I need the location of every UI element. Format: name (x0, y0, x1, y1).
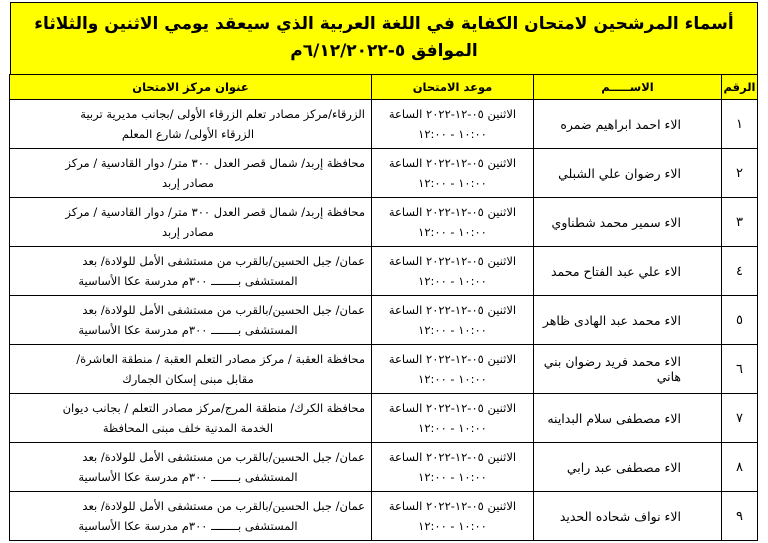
candidate-name: الاء علي عبد الفتاح محمد (534, 247, 722, 296)
row-number: ٥ (722, 296, 758, 345)
table-row (10, 149, 758, 198)
title-banner (10, 2, 758, 74)
address-line-1: محافظة إربد/ شمال قصر العدل ٣٠٠ متر/ دوار القادسية / مركز (65, 156, 365, 170)
table-row (10, 394, 758, 443)
exam-center-address (10, 345, 372, 394)
table-row (10, 247, 758, 296)
address-line-1: عمان/ جبل الحسين/بالقرب من مستشفى الأمل للولادة/ بعد (82, 254, 365, 268)
table-header-row (10, 75, 758, 100)
row-number: ٦ (722, 345, 758, 394)
address-line-2: الزرقاء الأولى/ شارع المعلم (121, 127, 255, 141)
exam-date (372, 394, 534, 443)
row-number: ٣ (722, 198, 758, 247)
exam-date (372, 100, 534, 149)
exam-date (372, 443, 534, 492)
exam-date-time: ١٠:٠٠ - ١٢:٠٠ (418, 127, 487, 141)
candidate-name: الاء احمد ابراهيم ضمره (534, 100, 722, 149)
address-line-2: المستشفى بــــــــ ٣٠٠م مدرسة عكا الأساسية (78, 323, 298, 337)
table-row (10, 100, 758, 149)
exam-center-address (10, 443, 372, 492)
address-line-2: المستشفى بــــــــ ٣٠٠م مدرسة عكا الأساسية (78, 519, 298, 533)
address-line-2: الخدمة المدنية خلف مبنى المحافظة (102, 421, 274, 435)
address-line-1: عمان/ جبل الحسين/بالقرب من مستشفى الأمل للولادة/ بعد (82, 499, 365, 513)
address-line-2: مقابل مبنى إسكان الجمارك (122, 372, 254, 386)
row-number: ٨ (722, 443, 758, 492)
exam-date (372, 198, 534, 247)
exam-center-address (10, 149, 372, 198)
header-date: موعد الامتحان (372, 75, 534, 100)
document (10, 2, 758, 541)
header-address: عنوان مركز الامتحان (10, 75, 372, 100)
table-row (10, 296, 758, 345)
exam-date-time: ١٠:٠٠ - ١٢:٠٠ (418, 176, 487, 190)
address-line-1: عمان/ جبل الحسين/بالقرب من مستشفى الأمل للولادة/ بعد (82, 303, 365, 317)
address-line-1: محافظة الكرك/ منطقة المرج/مركز مصادر التعلم / بجانب ديوان (62, 401, 365, 415)
exam-date-time: ١٠:٠٠ - ١٢:٠٠ (418, 470, 487, 484)
exam-center-address (10, 100, 372, 149)
title-line-1: أسماء المرشحين لامتحان الكفاية في اللغة العربية الذي سيعقد يومي الاثنين والثلاثاء (34, 14, 734, 34)
exam-date-day: الاثنين ٠٥-١٢-٢٠٢٢ الساعة (388, 303, 517, 317)
table-row (10, 443, 758, 492)
address-line-2: المستشفى بــــــــ ٣٠٠م مدرسة عكا الأساسية (78, 274, 298, 288)
table-body (10, 100, 758, 541)
exam-date-time: ١٠:٠٠ - ١٢:٠٠ (418, 519, 487, 533)
row-number: ١ (722, 100, 758, 149)
header-name: الاســـــم (534, 75, 722, 100)
exam-center-address (10, 492, 372, 541)
exam-date-time: ١٠:٠٠ - ١٢:٠٠ (418, 421, 487, 435)
exam-date-day: الاثنين ٠٥-١٢-٢٠٢٢ الساعة (388, 401, 517, 415)
exam-center-address (10, 394, 372, 443)
exam-center-address (10, 296, 372, 345)
table-row (10, 198, 758, 247)
exam-date-day: الاثنين ٠٥-١٢-٢٠٢٢ الساعة (388, 450, 517, 464)
title-line-2: الموافق ٥-٦/١٢/٢٠٢٢م (290, 41, 478, 61)
exam-date-time: ١٠:٠٠ - ١٢:٠٠ (418, 372, 487, 386)
row-number: ٢ (722, 149, 758, 198)
exam-date-time: ١٠:٠٠ - ١٢:٠٠ (418, 323, 487, 337)
exam-date-day: الاثنين ٠٥-١٢-٢٠٢٢ الساعة (388, 156, 517, 170)
candidates-table (9, 74, 758, 541)
address-line-2: مصادر إربد (162, 225, 214, 239)
exam-center-address (10, 198, 372, 247)
candidate-name: الاء مصطفى عبد رابي (534, 443, 722, 492)
candidate-name: الاء محمد عبد الهادى ظاهر (534, 296, 722, 345)
row-number: ٧ (722, 394, 758, 443)
candidate-name: الاء سمير محمد شطناوي (534, 198, 722, 247)
address-line-1: عمان/ جبل الحسين/بالقرب من مستشفى الأمل للولادة/ بعد (82, 450, 365, 464)
candidate-name: الاء نواف شحاده الحديد (534, 492, 722, 541)
candidate-name: الاء رضوان علي الشبلي (534, 149, 722, 198)
candidate-name: الاء مصطفى سلام البداينه (534, 394, 722, 443)
exam-date-day: الاثنين ٠٥-١٢-٢٠٢٢ الساعة (388, 254, 517, 268)
candidate-name: الاء محمد فريد رضوان بني هاني (534, 345, 722, 394)
row-number: ٩ (722, 492, 758, 541)
table-row (10, 345, 758, 394)
address-line-2: مصادر إربد (162, 176, 214, 190)
address-line-1: محافظة إربد/ شمال قصر العدل ٣٠٠ متر/ دوار القادسية / مركز (65, 205, 365, 219)
exam-date-time: ١٠:٠٠ - ١٢:٠٠ (418, 225, 487, 239)
exam-date (372, 247, 534, 296)
exam-date-day: الاثنين ٠٥-١٢-٢٠٢٢ الساعة (388, 499, 517, 513)
exam-date (372, 345, 534, 394)
exam-date-day: الاثنين ٠٥-١٢-٢٠٢٢ الساعة (388, 352, 517, 366)
exam-center-address (10, 247, 372, 296)
exam-date-day: الاثنين ٠٥-١٢-٢٠٢٢ الساعة (388, 107, 517, 121)
address-line-1: الزرقاء/مركز مصادر تعلم الزرقاء الأولى /بجانب مديرية تربية (80, 107, 365, 121)
exam-date-time: ١٠:٠٠ - ١٢:٠٠ (418, 274, 487, 288)
exam-date-day: الاثنين ٠٥-١٢-٢٠٢٢ الساعة (388, 205, 517, 219)
address-line-1: محافظة العقبة / مركز مصادر التعلم العقبة / منطقة العاشرة/ (76, 352, 365, 366)
header-num: الرقم (722, 75, 758, 100)
table-row (10, 492, 758, 541)
address-line-2: المستشفى بــــــــ ٣٠٠م مدرسة عكا الأساسية (78, 470, 298, 484)
exam-date (372, 149, 534, 198)
row-number: ٤ (722, 247, 758, 296)
exam-date (372, 296, 534, 345)
exam-date (372, 492, 534, 541)
